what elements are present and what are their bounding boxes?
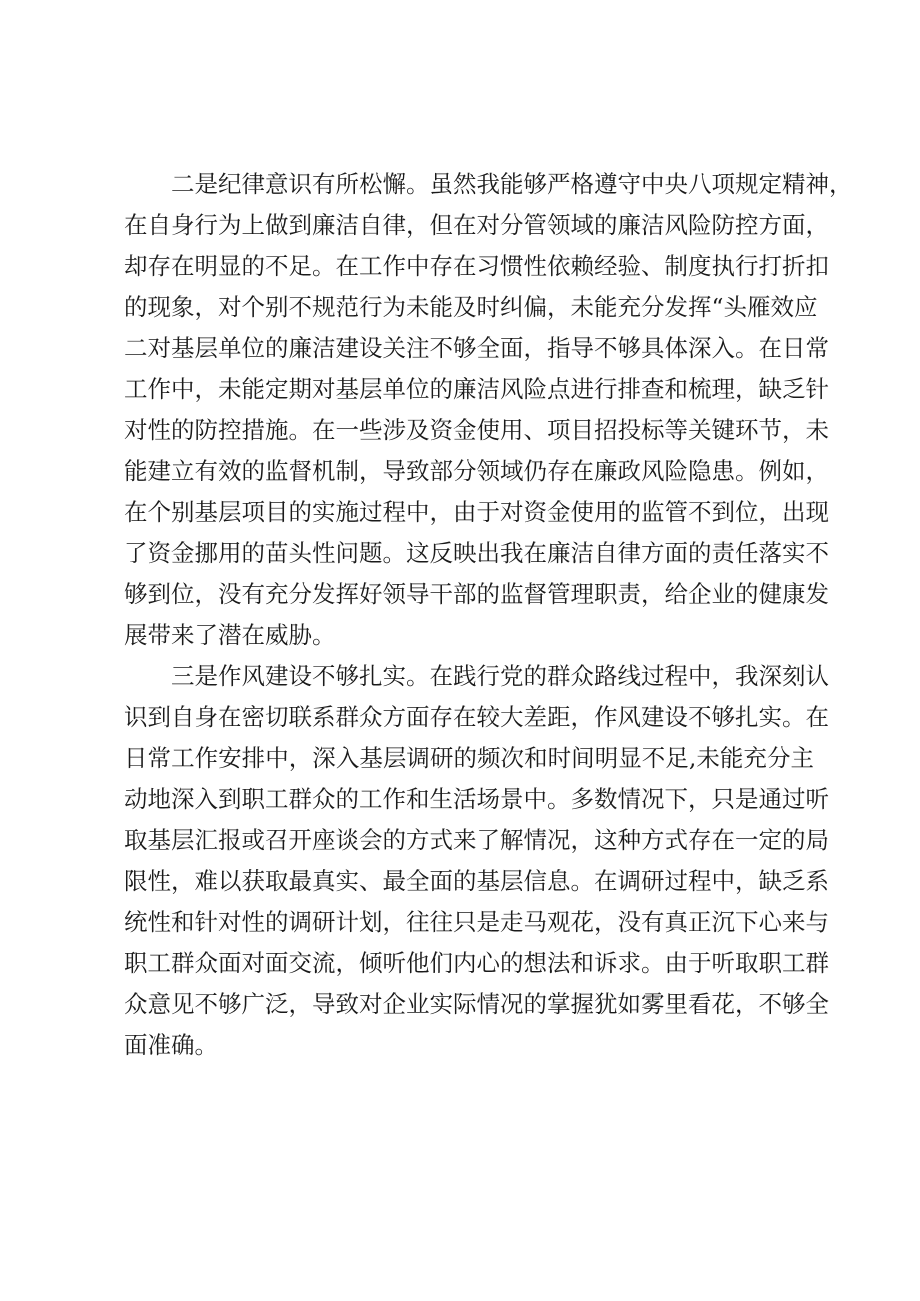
- paragraph-line: 展带来了潜在威胁。: [124, 621, 336, 649]
- paragraph-line: 识到自身在密切联系群众方面存在较大差距，作风建设不够扎实。在: [124, 703, 829, 731]
- paragraph-line: 却存在明显的不足。在工作中存在习惯性依赖经验、制度执行打折扣: [124, 252, 829, 280]
- paragraph-line: 够到位，没有充分发挥好领导干部的监督管理职责，给企业的健康发: [124, 580, 829, 608]
- paragraph-line: 对性的防控措施。在一些涉及资金使用、项目招投标等关键环节，未: [124, 416, 829, 444]
- paragraph-line: 二对基层单位的廉洁建设关注不够全面，指导不够具体深入。在日常: [124, 334, 829, 362]
- paragraph-line: 二是纪律意识有所松懈。虽然我能够严格遵守中央八项规定精神，: [171, 170, 853, 198]
- paragraph-line: 三是作风建设不够扎实。在践行党的群众路线过程中，我深刻认: [171, 662, 829, 690]
- paragraph-line: 能建立有效的监督机制，导致部分领域仍存在廉政风险隐患。例如，: [124, 457, 829, 485]
- paragraph-line: 统性和针对性的调研计划，往往只是走马观花，没有真正沉下心来与: [124, 908, 829, 936]
- paragraph-line: 的现象，对个别不规范行为未能及时纠偏，未能充分发挥“头雁效应: [124, 293, 818, 321]
- paragraph-line: 动地深入到职工群众的工作和生活场景中。多数情况下，只是通过听: [124, 785, 829, 813]
- document-body: [124, 164, 853, 1066]
- paragraph-line: 职工群众面对面交流，倾听他们内心的想法和诉求。由于听取职工群: [124, 949, 829, 977]
- paragraph-discipline: [124, 164, 853, 656]
- paragraph-line: 在个别基层项目的实施过程中，由于对资金使用的监管不到位，出现: [124, 498, 829, 526]
- paragraph-line: 面准确。: [124, 1031, 218, 1059]
- paragraph-line: 取基层汇报或召开座谈会的方式来了解情况，这种方式存在一定的局: [124, 826, 829, 854]
- paragraph-line: 日常工作安排中，深入基层调研的频次和时间明显不足,未能充分主: [124, 744, 814, 772]
- paragraph-line: 在自身行为上做到廉洁自律，但在对分管领域的廉洁风险防控方面，: [124, 211, 829, 239]
- paragraph-line: 限性，难以获取最真实、最全面的基层信息。在调研过程中，缺乏系: [124, 867, 829, 895]
- paragraph-line: 了资金挪用的苗头性问题。这反映出我在廉洁自律方面的责任落实不: [124, 539, 829, 567]
- paragraph-line: 众意见不够广泛，导致对企业实际情况的掌握犹如雾里看花，不够全: [124, 990, 829, 1018]
- paragraph-line: 工作中，未能定期对基层单位的廉洁风险点进行排查和梳理，缺乏针: [124, 375, 829, 403]
- paragraph-work-style: [124, 656, 829, 1066]
